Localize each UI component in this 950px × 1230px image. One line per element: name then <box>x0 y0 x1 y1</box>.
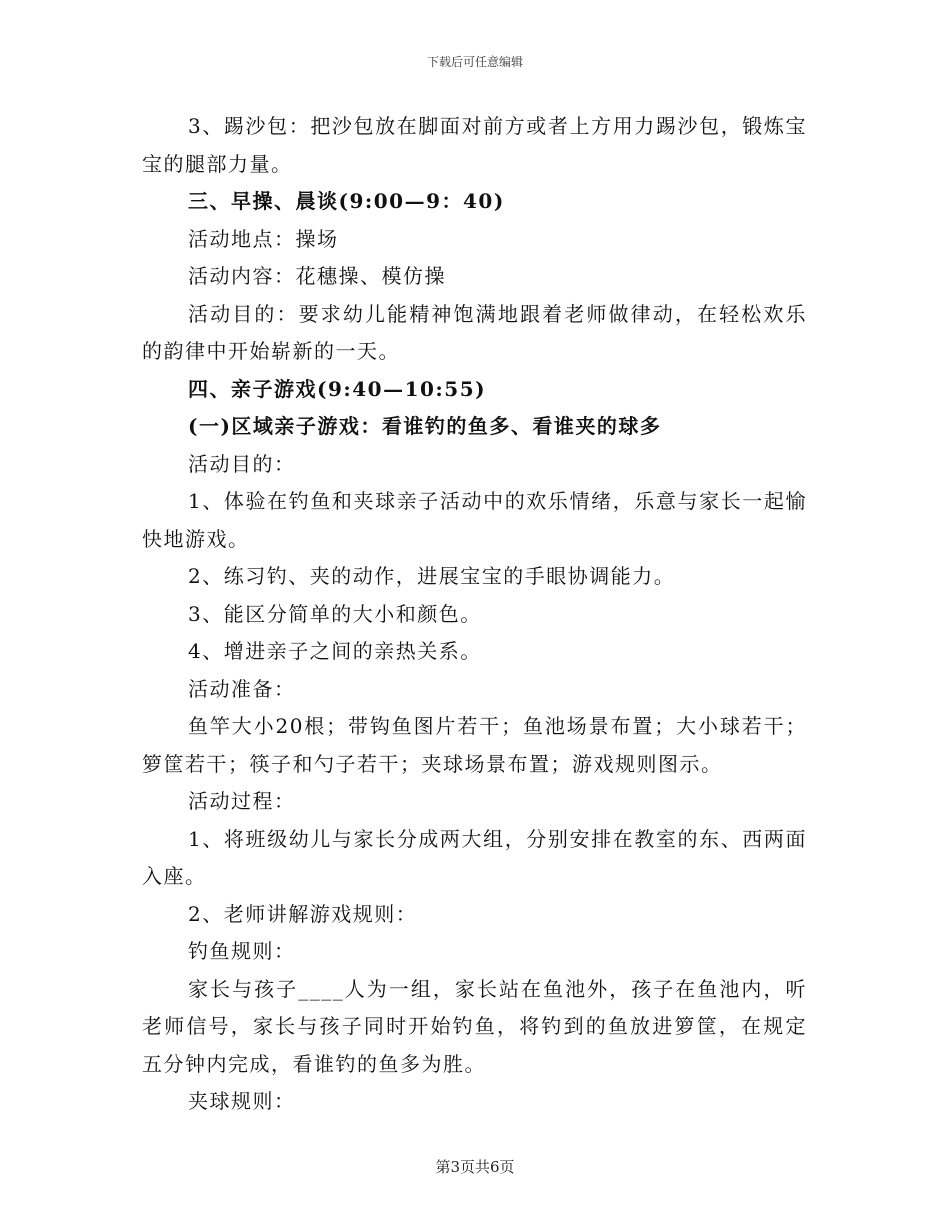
text-line: 夹球规则： <box>188 1089 296 1113</box>
text-line: 宝的腿部力量。 <box>142 151 293 176</box>
text-line: 活动准备： <box>188 676 296 701</box>
section-heading: 四、亲子游戏(9:40—10:55) <box>188 376 487 401</box>
text-line: 老师信号，家长与孩子同时开始钓鱼，将钓到的鱼放进箩筐，在规定 <box>142 1014 807 1038</box>
text-line: 五分钟内完成，看谁钓的鱼多为胜。 <box>142 1051 486 1076</box>
page-footer: 第3页共6页 <box>435 1158 515 1176</box>
text-line: 2、练习钓、夹的动作，进展宝宝的手眼协调能力。 <box>188 564 676 588</box>
text-line: 家长与孩子____人为一组，家长站在鱼池外，孩子在鱼池内，听 <box>188 976 807 1001</box>
page-header: 下载后可任意编辑 <box>426 55 523 69</box>
text-line: 活动目的： <box>188 451 296 476</box>
text-line: 活动过程： <box>188 789 296 813</box>
text-line: 活动目的：要求幼儿能精神饱满地跟着老师做律动，在轻松欢乐 <box>188 301 807 326</box>
document-body <box>142 108 807 1121</box>
text-line: 入座。 <box>142 864 207 888</box>
text-line: 3、能区分简单的大小和颜色。 <box>188 601 482 626</box>
text-line: 活动地点：操场 <box>188 226 339 251</box>
text-line: 钓鱼规则： <box>188 939 296 963</box>
text-line: 2、老师讲解游戏规则： <box>188 901 418 926</box>
section-heading: 三、早操、晨谈(9:00—9：40) <box>188 189 505 213</box>
text-line: 快地游戏。 <box>142 526 250 551</box>
text-line: 箩筐若干；筷子和勺子若干；夹球场景布置；游戏规则图示。 <box>142 751 723 776</box>
subsection-heading: (一)区域亲子游戏：看谁钓的鱼多、看谁夹的球多 <box>188 414 662 438</box>
text-line: 活动内容：花穗操、模仿操 <box>188 264 446 288</box>
text-line: 鱼竿大小20根；带钩鱼图片若干；鱼池场景布置；大小球若干； <box>188 714 807 738</box>
text-line: 1、体验在钓鱼和夹球亲子活动中的欢乐情绪，乐意与家长一起愉 <box>188 489 807 513</box>
text-line: 的韵律中开始崭新的一天。 <box>142 339 400 363</box>
text-line: 3、踢沙包：把沙包放在脚面对前方或者上方用力踢沙包，锻炼宝 <box>188 114 807 138</box>
text-line: 1、将班级幼儿与家长分成两大组，分别安排在教室的东、西两面 <box>188 826 807 851</box>
text-line: 4、增进亲子之间的亲热关系。 <box>188 639 482 663</box>
